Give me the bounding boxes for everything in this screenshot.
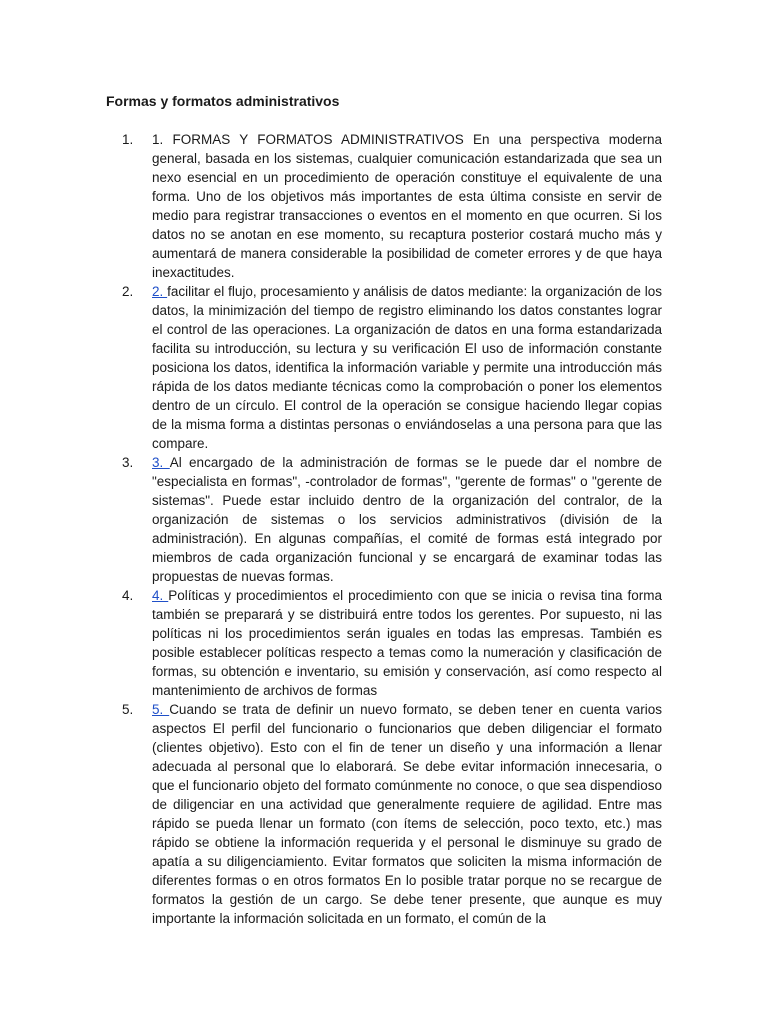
list-item-text: facilitar el flujo, procesamiento y análisis de datos mediante: la organización de los datos, la minimización del tiempo de registro eliminando los datos constantes lograr el control de las operaciones. La organización de datos en una forma estandarizada facilita su introducción, su lectura y su verificación El uso de información constante posiciona los datos, identifica la información variable y permite una introducción más rápida de los datos mediante técnicas como la comprobación o poner los elementos dentro de un círculo. El control de la operación se consigue haciendo llegar copias de la misma forma a distintas personas o enviándoselas a una persona para que las compare.	[152, 284, 662, 451]
list-item	[122, 453, 662, 586]
list-item-link[interactable]: 4.	[152, 588, 169, 603]
list-item-number: 5.	[122, 702, 134, 717]
page-title: Formas y formatos administrativos	[106, 93, 340, 109]
list-item-link[interactable]: 5.	[152, 702, 170, 717]
list-item-text: 1. FORMAS Y FORMATOS ADMINISTRATIVOS En una perspectiva moderna general, basada en los sistemas, cualquier comunicación estandarizada que sea un nexo esencial en un procedimiento de operación constituye el equivalente de una forma. Uno de los objetivos más importantes de esta última consiste en servir de medio para registrar transacciones o eventos en el momento en que ocurren. Si los datos no se anotan en ese momento, su recaptura posterior costará mucho más y aumentará de manera considerable la posibilidad de cometer errores y de que haya inexactitudes.	[152, 132, 662, 280]
list-item-number: 2.	[122, 284, 134, 299]
list-item-text: Cuando se trata de definir un nuevo formato, se deben tener en cuenta varios aspectos El perfil del funcionario o funcionarios que deben diligenciar el formato (clientes objetivo). Esto con el fin de tener un diseño y una información a llenar adecuada al personal que lo elaborará. Se debe evitar información innecesaria, o que el funcionario objeto del formato comúnmente no conoce, o que sea dispendioso de diligenciar en una actividad que generalmente requiere de agilidad. Entre mas rápido se pueda llenar un formato (con ítems de selección, poco texto, etc.) mas rápido se obtiene la información requerida y el personal le disminuye su grado de apatía a su diligenciamiento. Evitar formatos que soliciten la misma información de diferentes formas o en otros formatos En lo posible tratar porque no se recargue de formatos la gestión de un cargo. Se debe tener presente, que aunque es muy importante la información solicitada en un formato, el común de la	[152, 702, 662, 926]
list-item-text: Políticas y procedimientos el procedimiento con que se inicia o revisa tina forma también se preparará y se distribuirá entre todos los gerentes. Por supuesto, ni las políticas ni los procedimientos serán iguales en todas las empresas. También es posible establecer políticas respecto a temas como la numeración y clasificación de formas, su obtención e inventario, su emisión y conservación, así como respecto al mantenimiento de archivos de formas	[152, 588, 662, 698]
list-item	[122, 130, 662, 282]
numbered-list	[122, 130, 662, 928]
list-item	[122, 700, 662, 928]
list-item-text: Al encargado de la administración de formas se le puede dar el nombre de "especialista en formas", -controlador de formas", "gerente de formas" o "gerente de sistemas". Puede estar incluido dentro de la organización del contralor, de la organización de sistemas o los servicios administrativos (división de la administración). En algunas compañías, el comité de formas está integrado por miembros de cada organización funcional y se encargará de examinar todas las propuestas de nuevas formas.	[152, 455, 662, 584]
list-item-number: 4.	[122, 588, 134, 603]
list-item	[122, 586, 662, 700]
list-item-number: 3.	[122, 455, 134, 470]
list-item-link[interactable]: 2.	[152, 284, 168, 299]
list-item-link[interactable]: 3.	[152, 455, 170, 470]
list-item-number: 1.	[122, 132, 134, 147]
list-item	[122, 282, 662, 453]
